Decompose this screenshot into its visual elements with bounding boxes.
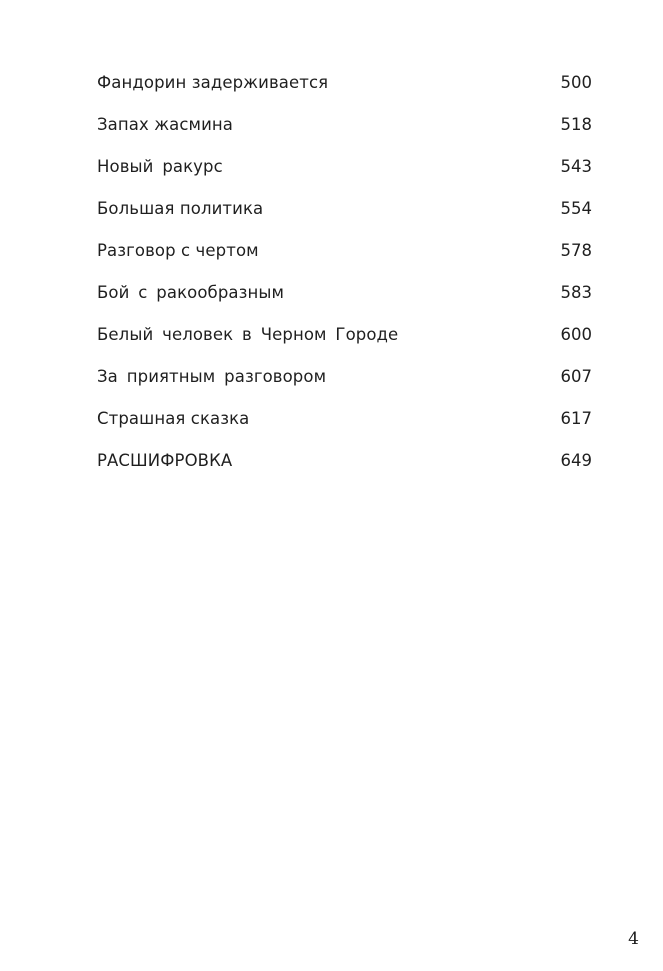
toc-entry[interactable]: [97, 272, 592, 314]
page-number: 4: [628, 929, 639, 949]
toc-dot-leader: [284, 282, 560, 299]
toc-dot-leader: [223, 156, 561, 173]
toc-entry[interactable]: [97, 398, 592, 440]
toc-entry[interactable]: [97, 230, 592, 272]
toc-entry-page-number: 600: [560, 325, 592, 344]
toc-entry-page-number: 649: [560, 451, 592, 470]
toc-entry-title: Новый ракурс: [97, 157, 223, 176]
toc-dot-leader: [331, 366, 560, 383]
toc-dot-leader: [268, 198, 560, 215]
toc-dot-leader: [233, 114, 560, 131]
toc-entry-page-number: 518: [560, 115, 592, 134]
toc-entry-page-number: 578: [560, 241, 592, 260]
table-of-contents: [97, 62, 592, 482]
toc-entry-page-number: 617: [560, 409, 592, 428]
toc-entry[interactable]: [97, 104, 592, 146]
toc-entry-page-number: 583: [560, 283, 592, 302]
toc-entry-title: Страшная сказка: [97, 409, 250, 428]
toc-entry-title: Белый человек в Черном Городе: [97, 325, 399, 344]
toc-entry[interactable]: [97, 62, 592, 104]
toc-entry-title: Большая политика: [97, 199, 264, 218]
toc-entry-title: РАСШИФРОВКА: [97, 451, 233, 470]
toc-entry[interactable]: [97, 356, 592, 398]
toc-entry[interactable]: [97, 314, 592, 356]
toc-dot-leader: [232, 450, 560, 467]
toc-entry-title: Запах жасмина: [97, 115, 234, 134]
toc-entry[interactable]: [97, 188, 592, 230]
toc-entry-page-number: 543: [560, 157, 592, 176]
toc-entry-page-number: 607: [560, 367, 592, 386]
toc-entry-title: За приятным разговором: [97, 367, 327, 386]
toc-entry-title: Бой с ракообразным: [97, 283, 285, 302]
toc-entry-page-number: 500: [560, 73, 592, 92]
toc-dot-leader: [254, 408, 560, 425]
toc-dot-leader: [398, 324, 560, 341]
toc-dot-leader: [264, 240, 561, 257]
toc-entry-title: Разговор с чертом: [97, 241, 259, 260]
toc-dot-leader: [333, 72, 560, 89]
toc-entry[interactable]: [97, 440, 592, 482]
toc-entry-page-number: 554: [560, 199, 592, 218]
toc-entry[interactable]: [97, 146, 592, 188]
toc-entry-title: Фандорин задерживается: [97, 73, 329, 92]
